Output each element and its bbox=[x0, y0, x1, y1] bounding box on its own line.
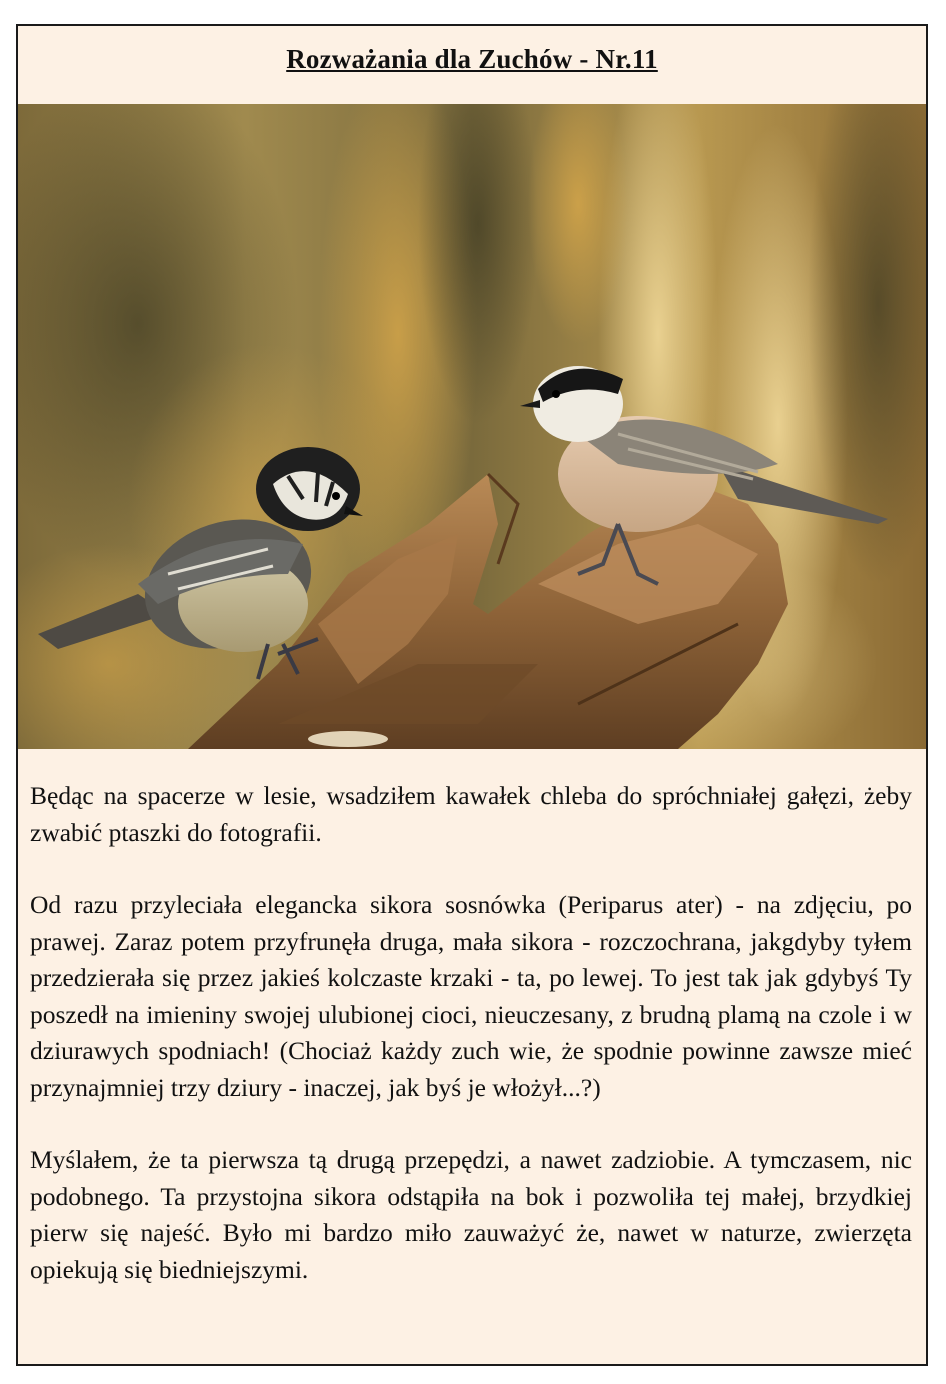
birds-photo bbox=[18, 104, 926, 749]
article-text bbox=[30, 778, 912, 1324]
paragraph: Myślałem, że ta pierwsza tą drugą przepędzi, a nawet zadziobie. A tymczasem, nic podobnego. Ta przystojna sikora odstąpiła na bok i pozwoliła tej małej, brzydkiej pierw się najeść. Było mi bardzo miło zauważyć że, nawet w naturze, zwierzęta opiekują się biedniejszymi. bbox=[30, 1145, 912, 1284]
paragraph: Będąc na spacerze w lesie, wsadziłem kawałek chleba do spróchniałej gałęzi, żeby zwabić ptaszki do fotografii. bbox=[30, 781, 912, 847]
page-frame bbox=[16, 24, 928, 1366]
paragraph: Od razu przyleciała elegancka sikora sosnówka (Periparus ater) - na zdjęciu, po prawej. Zaraz potem przyfrunęła druga, mała sikora - rozczochrana, jakgdyby tyłem przedzierała się przez jakieś kolczaste krzaki - ta, po lewej. To jest tak jak gdybyś Ty poszedł na imieniny swojej ulubionej cioci, nieuczesany, z brudną plamą na czole i w dziurawych spodniach! (Chociaż każdy zuch wie, że spodnie powinne zawsze mieć przynajmniej trzy dziury - inaczej, jak byś je włożył...?) bbox=[30, 890, 912, 1102]
page-title: Rozważania dla Zuchów - Nr.11 bbox=[286, 44, 658, 74]
